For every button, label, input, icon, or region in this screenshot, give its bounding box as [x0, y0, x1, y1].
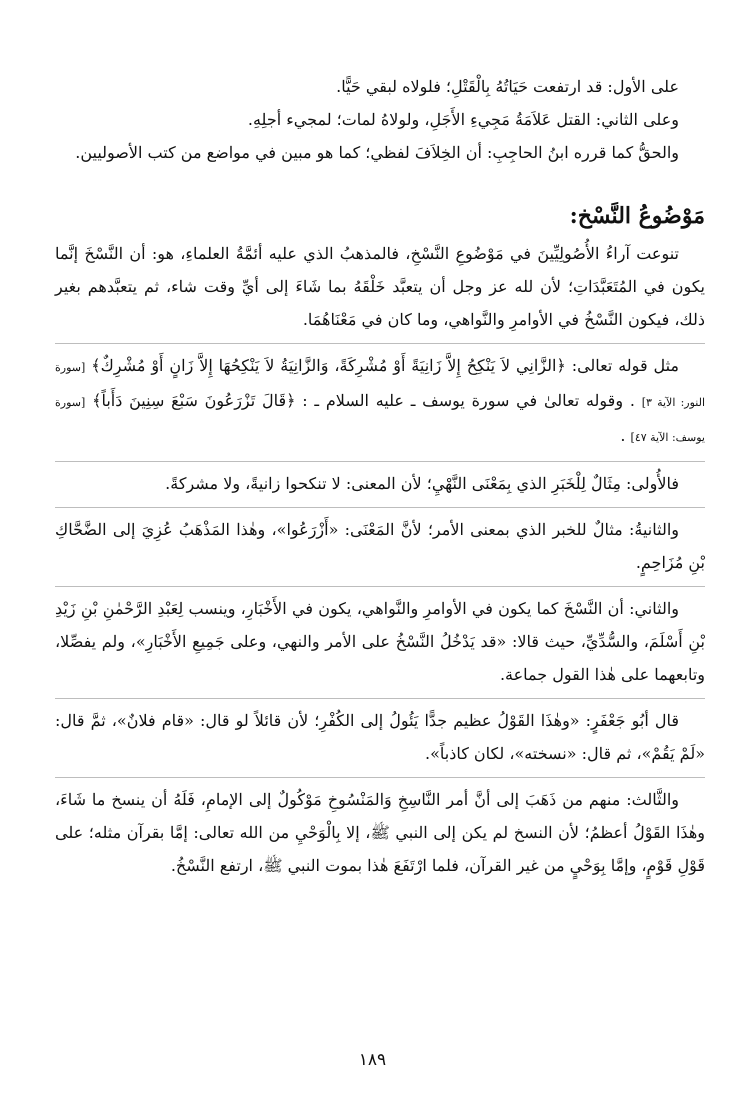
- divider: [55, 777, 705, 778]
- divider: [55, 343, 705, 344]
- intro-paragraph-1: على الأول: قد ارتفعت حَيَاتُهُ بِالْقَتْلِ؛ فلولاه لبقي حَيًّا.: [336, 77, 679, 96]
- verse-reference-2: [سورة يوسف: الآية ٤٧]: [55, 396, 705, 444]
- section-paragraph-5: والثاني: أن النَّسْخَ كما يكون في الأوامرِ والنَّواهي، يكون في الأَخْبَارِ، وينسب لِعَبْدِ الرَّحْمٰنِ بْنِ زَيْدِ بْنِ أَسْلَمَ، والسُّدِّيِّ، حيث قالا: «قد يَدْخُلُ النَّسْخُ على الأمر والنهي، وعلى جَمِيعِ الأَخْبَارِ»، ولم يفصِّلا، وتابعهما على هٰذا القول جماعة.: [55, 599, 705, 684]
- section-paragraph-2: [55, 349, 705, 454]
- divider: [55, 461, 705, 462]
- divider: [55, 507, 705, 508]
- divider: [55, 586, 705, 587]
- verse-reference-1: [سورة النور: الآية ٣]: [55, 361, 705, 409]
- page-number: ١٨٩: [358, 1050, 387, 1070]
- page-body: [55, 70, 705, 882]
- section-paragraph-7: والثَّالث: منهم من ذَهَبَ إلى أنَّ أمر النَّاسِخِ وَالمَنْسُوخِ مَوْكُولٌ إلى الإمامِ، فَلَهُ أن ينسخ ما شَاءَ، وهٰذَا القَوْلُ أعظمُ؛ لأن النسخ لم يكن إلى النبي ﷺ، إلا بِالْوَحْيِ من الله تعالى: إمَّا بقرآن مثله؛ على قَوْلِ قَوْمٍ، وإمَّا بِوَحْيٍ من غير القرآن، فلما ارْتَفَعَ هٰذا بموت النبي ﷺ، ارتفع النَّسْخُ.: [55, 790, 705, 875]
- divider: [55, 698, 705, 699]
- section-heading: مَوْضُوعُ النَّسْخ:: [569, 203, 705, 229]
- section-paragraph-1: تنوعت آراءُ الأُصُولِيِّينَ في مَوْضُوعِ النَّسْخِ، فالمذهبُ الذي عليه أئمَّةُ العلماءِ، هو: أن النَّسْخَ إنَّما يكون في المُتَعَبَّدَاتِ؛ لأن لله عز وجل أن يتعبَّد خَلْقَهُ بما شَاءَ إلى أيِّ وقت شاء، ثم يتعبَّدهم بغير ذلك، فيكون النَّسْخُ في الأوامرِ والنَّواهي، وما كان في مَعْنَاهُمَا.: [55, 244, 705, 329]
- section-paragraph-3: فالأُولى: مِثَالٌ لِلْخَبَرِ الذي بِمَعْنَى النَّهْيِ؛ لأن المعنى: لا تنكحوا زانيةً، ولا مشركةً.: [165, 474, 679, 493]
- section-paragraph-4: والثانيةُ: مثالٌ للخبر الذي بمعنى الأمر؛ لأنَّ المَعْنَى: «أَزْرَعُوا»، وهٰذا المَذْهَبُ عُزِيَ إلى الضَّحَّاكِ بْنِ مُزَاحِمٍ.: [55, 520, 705, 572]
- verse-text-2: . وقوله تعالىٰ في سورة يوسف ـ عليه السلام ـ : ﴿قَالَ تَزْرَعُونَ سَبْعَ سِنِينَ دَأَباً﴾: [92, 391, 635, 410]
- verse-end: .: [620, 426, 626, 445]
- section-paragraph-6: قال أبُو جَعْفَرٍ: «وهٰذَا القَوْلُ عظيم جدًّا يَئُولُ إلى الكُفْرِ؛ لأن قائلاً لو قال: «قام فلانٌ»، ثمَّ قال: «لَمْ يَقُمْ»، ثم قال: «نسخته»، لكان كاذباً».: [55, 711, 705, 763]
- intro-paragraph-2: وعلى الثاني: القتل عَلاَمَةُ مَجِيءِ الأَجَلِ، ولولاهُ لمات؛ لمجيء أجلِهِ.: [247, 110, 679, 129]
- verse-text-1: مثل قوله تعالى: ﴿الزَّانِي لاَ يَنْكِحُ إِلاَّ زَانِيَةً أَوْ مُشْرِكَةً، وَالزَّانِيَةُ لاَ يَنْكِحُهَا إِلاَّ زَانٍ أَوْ مُشْرِكٌ﴾: [91, 356, 680, 375]
- intro-paragraph-3: والحقُّ كما قرره ابنُ الحاجِبِ: أن الخِلاَفَ لفظي؛ كما هو مبين في مواضع من كتب الأصوليين.: [75, 143, 679, 162]
